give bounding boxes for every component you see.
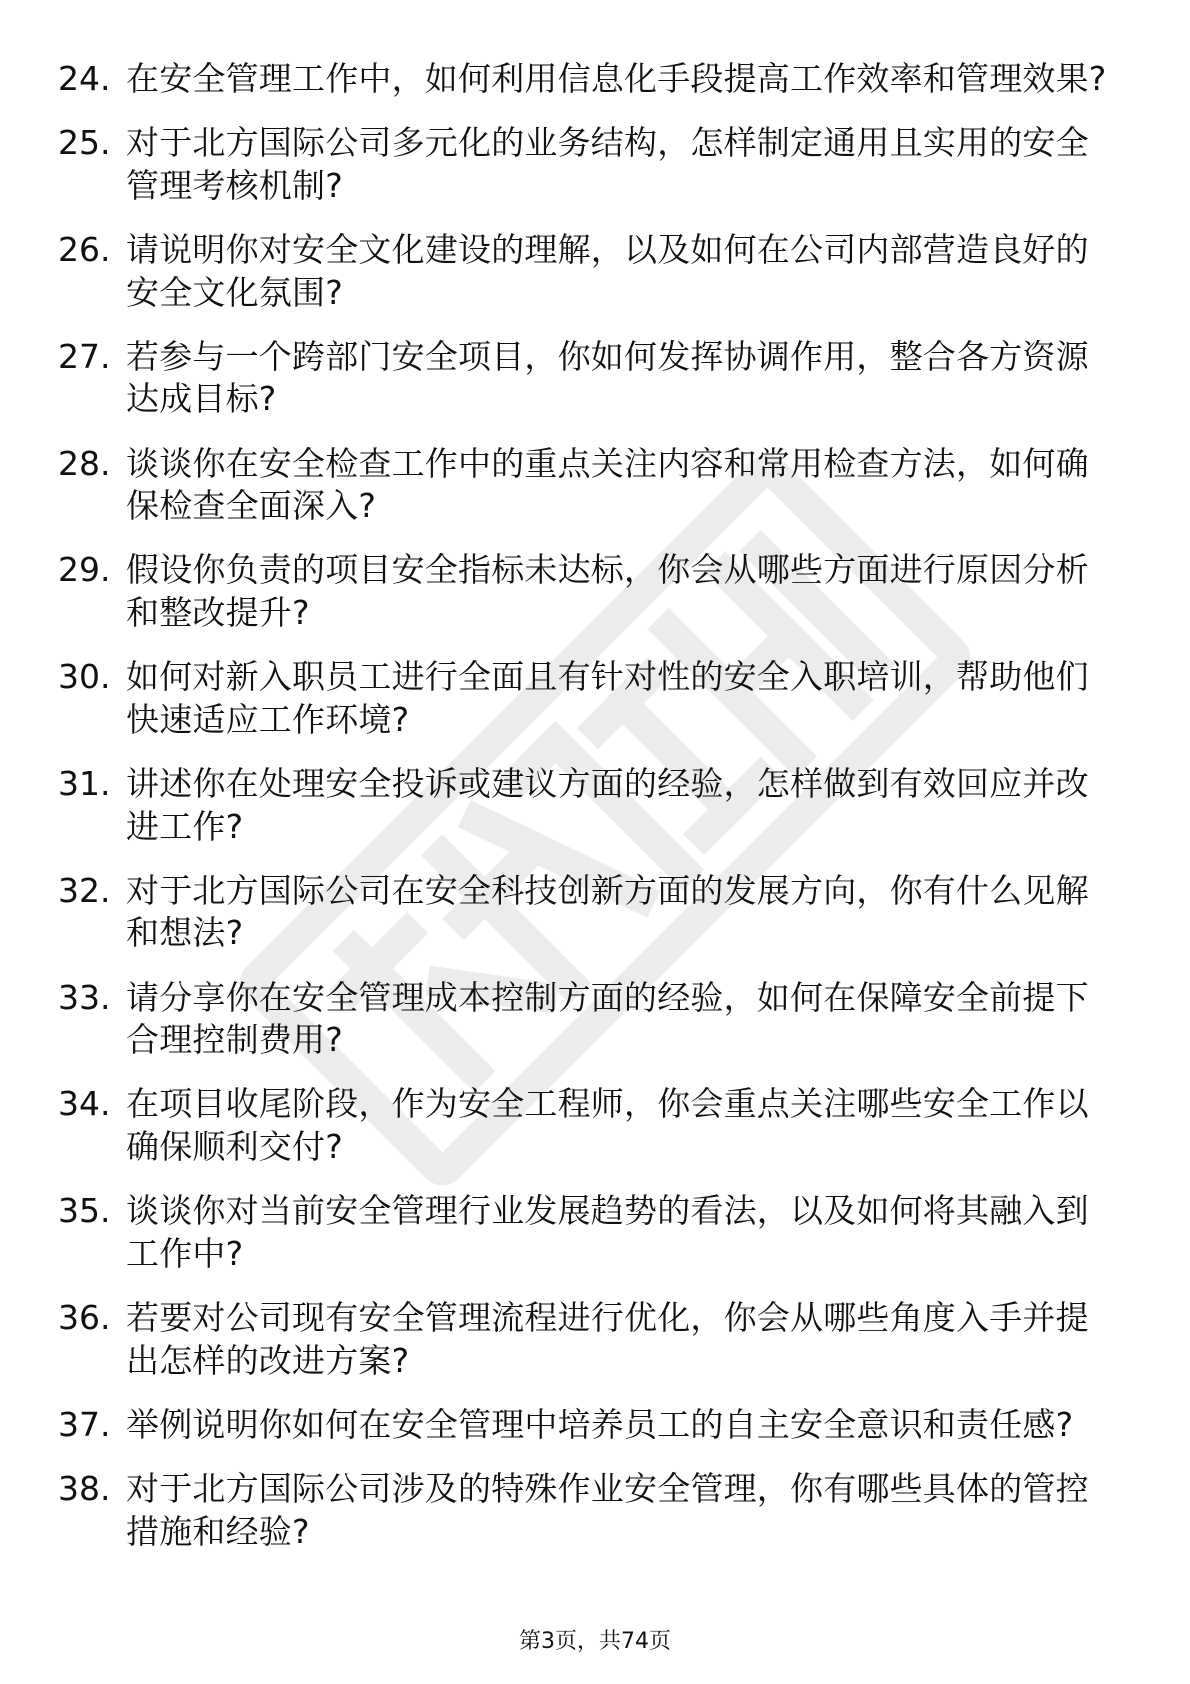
question-item xyxy=(58,1404,1108,1447)
question-number: 38. xyxy=(58,1469,111,1509)
question-text: 在安全管理工作中，如何利用信息化手段提高工作效率和管理效果? xyxy=(126,59,1107,98)
question-number: 27. xyxy=(58,336,111,376)
question-number: 24. xyxy=(58,59,111,98)
question-item xyxy=(58,870,1108,955)
question-text: 假设你负责的项目安全指标未达标，你会从哪些方面进行原因分析和整改提升? xyxy=(126,550,1089,632)
question-text: 如何对新入职员工进行全面且有针对性的安全入职培训，帮助他们快速适应工作环境? xyxy=(126,657,1089,739)
question-number: 37. xyxy=(58,1404,111,1444)
page-footer: 第3页，共74页 xyxy=(519,1629,671,1654)
question-text: 请说明你对安全文化建设的理解，以及如何在公司内部营造良好的安全文化氛围? xyxy=(126,230,1089,312)
question-item xyxy=(58,549,1108,634)
question-text: 对于北方国际公司涉及的特殊作业安全管理，你有哪些具体的管控措施和经验? xyxy=(126,1469,1089,1551)
question-text: 若要对公司现有安全管理流程进行优化，你会从哪些角度入手并提出怎样的改进方案? xyxy=(126,1298,1089,1380)
question-item xyxy=(58,443,1108,528)
question-item xyxy=(58,336,1108,421)
question-number: 25. xyxy=(58,123,111,163)
question-text: 举例说明你如何在安全管理中培养员工的自主安全意识和责任感? xyxy=(126,1404,1074,1444)
question-text: 若参与一个跨部门安全项目，你如何发挥协调作用，整合各方资源达成目标? xyxy=(126,336,1089,419)
question-number: 31. xyxy=(58,764,111,804)
question-number: 36. xyxy=(58,1298,111,1338)
question-text: 谈谈你在安全检查工作中的重点关注内容和常用检查方法，如何确保检查全面深入? xyxy=(126,443,1089,526)
question-item xyxy=(58,1297,1108,1382)
question-item xyxy=(58,1468,1108,1553)
question-text: 请分享你在安全管理成本控制方面的经验，如何在保障安全前提下合理控制费用? xyxy=(126,977,1089,1060)
question-number: 35. xyxy=(58,1191,111,1231)
question-number: 33. xyxy=(58,977,111,1017)
question-list xyxy=(58,58,1108,1575)
question-item xyxy=(58,229,1108,314)
question-number: 30. xyxy=(58,657,111,697)
question-number: 34. xyxy=(58,1084,111,1124)
question-number: 26. xyxy=(58,230,111,270)
question-item xyxy=(58,656,1108,741)
question-item xyxy=(58,763,1108,848)
question-item xyxy=(58,58,1108,101)
question-number: 29. xyxy=(58,550,111,590)
question-number: 32. xyxy=(58,870,111,910)
question-text: 讲述你在处理安全投诉或建议方面的经验，怎样做到有效回应并改进工作? xyxy=(126,764,1089,846)
question-number: 28. xyxy=(58,443,111,483)
question-text: 在项目收尾阶段，作为安全工程师，你会重点关注哪些安全工作以确保顺利交付? xyxy=(126,1084,1089,1166)
question-text: 对于北方国际公司多元化的业务结构，怎样制定通用且实用的安全管理考核机制? xyxy=(126,123,1089,205)
question-item xyxy=(58,977,1108,1062)
question-item xyxy=(58,1190,1108,1275)
question-item xyxy=(58,1083,1108,1168)
question-item xyxy=(58,122,1108,207)
question-text: 对于北方国际公司在安全科技创新方面的发展方向，你有什么见解和想法? xyxy=(126,870,1089,953)
question-text: 谈谈你对当前安全管理行业发展趋势的看法，以及如何将其融入到工作中? xyxy=(126,1191,1089,1273)
